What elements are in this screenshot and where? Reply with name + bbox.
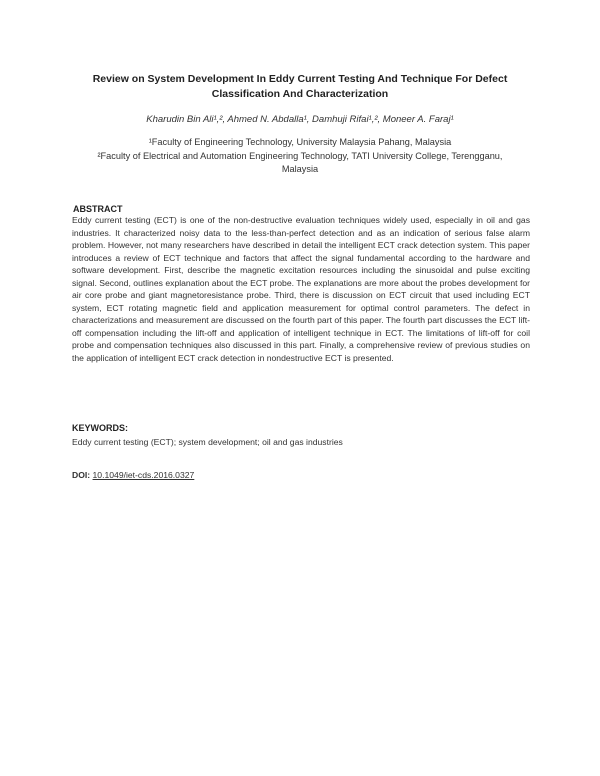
keywords-heading: KEYWORDS:: [72, 423, 128, 433]
doi-label: DOI:: [72, 470, 91, 480]
author-list: Kharudin Bin Ali¹,², Ahmed N. Abdalla¹, Damhuji Rifai¹,², Moneer A. Faraj¹: [146, 114, 454, 125]
title-line-2: Classification And Characterization: [211, 88, 389, 100]
affiliation-2-line-1: ²Faculty of Electrical and Automation Engineering Technology, TATI University College, Terengganu,: [97, 151, 503, 161]
affiliation-2: [60, 150, 540, 176]
doi-link[interactable]: 10.1049/iet-cds.2016.0327: [92, 470, 195, 480]
abstract-text: Eddy current testing (ECT) is one of the non-destructive evaluation techniques widely used, especially in oil and gas industries. It characterized noisy data to the less-than-perfect detection and as an indication of serious false alarm problem. However, not many researchers have described in detail the intelligent ECT crack detection system. This paper introduces a review of ECT technique and factors that affect the signal fundamental according to the hardware and software development. First, describe the magnetic excitation resources including the sinusoidal and pulse exciting signal. Second, outlines explanation about the ECT probe. The explanations are more about the probes development for air core probe and giant magnetoresistance probe. Third, there is discussion on ECT circuit that used including ECT system, ECT rotating magnetic field and application measurement for optimal control parameters. The defect in characterizations and measurement are discussed on the fourth part of this paper. The fourth part discusses the ECT lift-off compensation including the lift-off and application of intelligent technique in ECT. The limitations of lift-off for coil probe and compensation techniques also discussed in this part. Finally, a comprehensive review of previous studies on the application of intelligent ECT crack detection in nondestructive ECT is presented.: [72, 215, 530, 363]
affiliation-1: ¹Faculty of Engineering Technology, University Malaysia Pahang, Malaysia: [148, 137, 452, 147]
abstract-heading: ABSTRACT: [73, 204, 123, 214]
keywords-text: Eddy current testing (ECT); system development; oil and gas industries: [72, 437, 343, 447]
title-line-1: Review on System Development In Eddy Current Testing And Technique For Defect: [92, 73, 508, 85]
doi-line: [72, 470, 194, 480]
paper-title: [60, 72, 540, 102]
affiliation-2-line-2: Malaysia: [281, 164, 319, 174]
